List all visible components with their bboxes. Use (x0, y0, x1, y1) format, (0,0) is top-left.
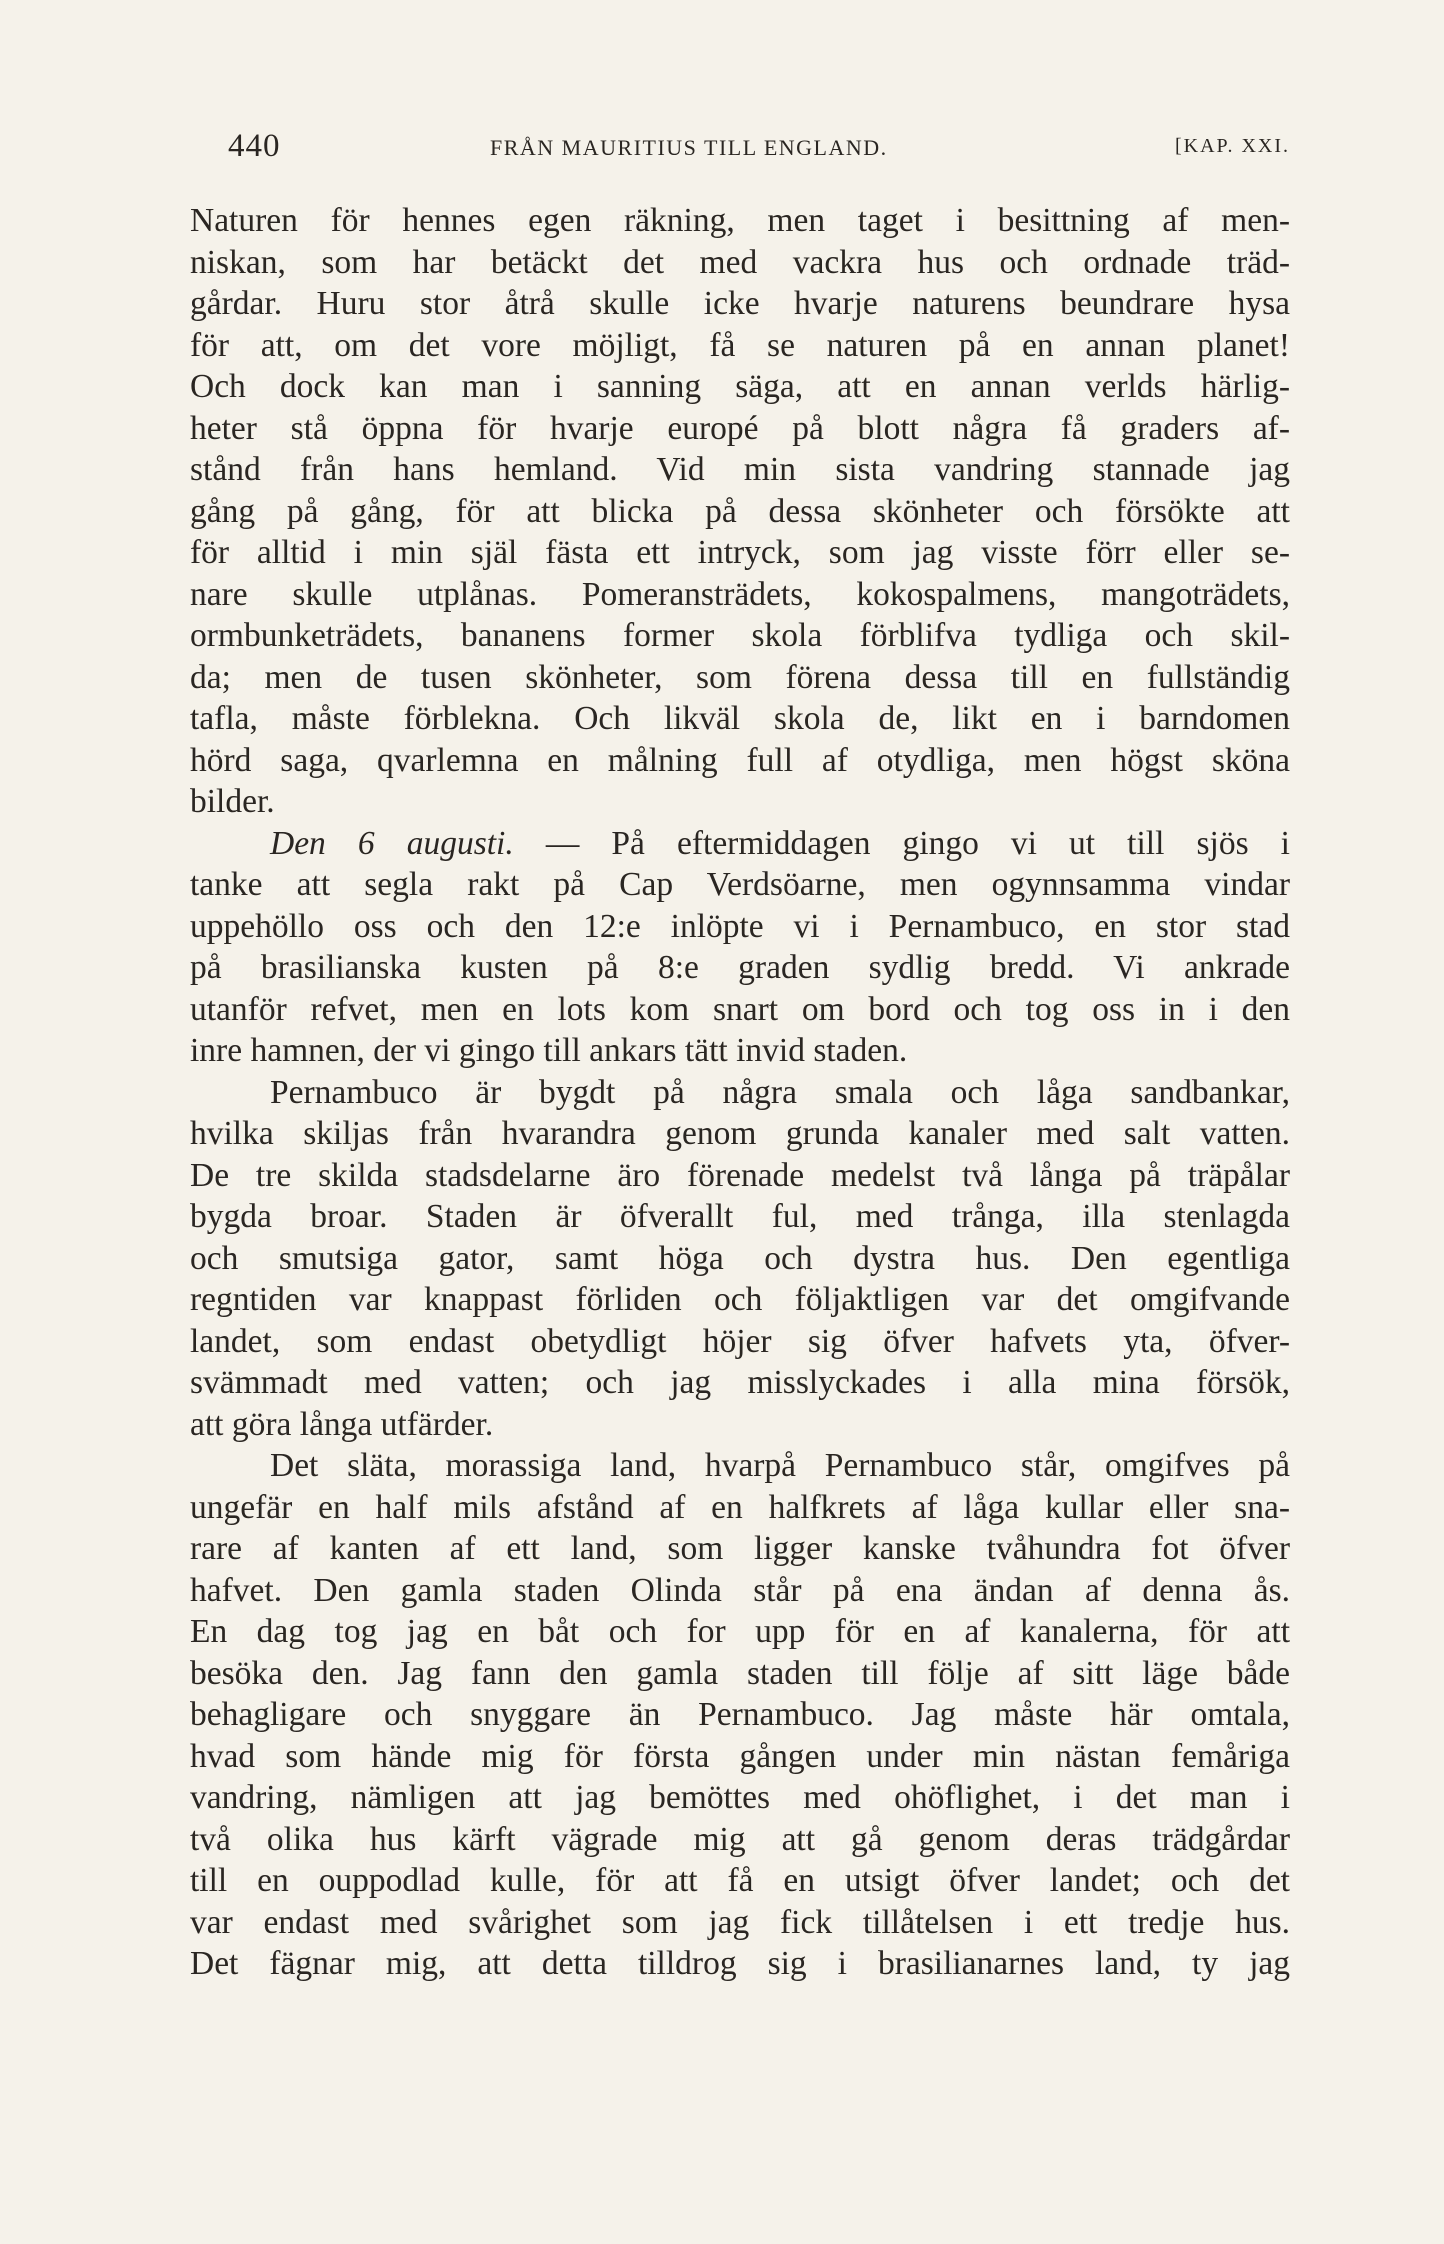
text-line: Naturen för hennes egen räkning, men taget i besittning af men- (190, 202, 1290, 239)
running-head (190, 128, 1290, 168)
text-line: för alltid i min själ fästa ett intryck, som jag visste förr eller se- (190, 534, 1290, 571)
text-line: De tre skilda stadsdelarne äro förenade medelst två långa på träpålar (190, 1156, 1290, 1194)
text-line: heter stå öppna för hvarje europé på blott några få graders af- (190, 409, 1290, 447)
text-line: ungefär en half mils afstånd af en halfkrets af låga kullar eller sna- (190, 1488, 1290, 1526)
text-line: besöka den. Jag fann den gamla staden till följe af sitt läge både (190, 1654, 1290, 1692)
text-line: Pernambuco är bygdt på några smala och låga sandbankar, (270, 1073, 1290, 1111)
text-line: stånd från hans hemland. Vid min sista vandring stannade jag (190, 451, 1290, 488)
text-line: tafla, måste förblekna. Och likväl skola de, likt en i barndomen (190, 700, 1290, 737)
text-line: till en ouppodlad kulle, för att få en utsigt öfver landet; och det (190, 1862, 1290, 1899)
text-line: svämmadt med vatten; och jag misslyckades i alla mina försök, (190, 1364, 1290, 1401)
text-line: att göra långa utfärder. (190, 1405, 494, 1443)
text-line: uppehöllo oss och den 12:e inlöpte vi i Pernambuco, en stor stad (190, 907, 1290, 945)
text-line: da; men de tusen skönheter, som förena dessa till en fullständig (190, 658, 1290, 696)
text-line: och smutsiga gator, samt höga och dystra hus. Den egentliga (190, 1239, 1290, 1277)
text-line: Och dock kan man i sanning säga, att en annan verlds härlig- (190, 368, 1290, 405)
text-line: En dag tog jag en båt och for upp för en af kanalerna, för att (190, 1613, 1290, 1650)
text-line: rare af kanten af ett land, som ligger kanske tvåhundra fot öfver (190, 1530, 1290, 1567)
text-line: bygda broar. Staden är öfverallt ful, med trånga, illa stenlagda (190, 1198, 1290, 1235)
text-line: landet, som endast obetydligt höjer sig öfver hafvets yta, öfver- (190, 1322, 1290, 1360)
text-line: utanför refvet, men en lots kom snart om bord och tog oss in i den (190, 990, 1290, 1028)
text-line: behagligare och snyggare än Pernambuco. Jag måste här omtala, (190, 1696, 1290, 1733)
text-line: gång på gång, för att blicka på dessa skönheter och försökte att (190, 492, 1290, 530)
text-line: gårdar. Huru stor åtrå skulle icke hvarje naturens beundrare hysa (190, 285, 1290, 322)
text-line: inre hamnen, der vi gingo till ankars tätt invid staden. (190, 1032, 908, 1069)
text-line: tanke att segla rakt på Cap Verdsöarne, men ogynnsamma vindar (190, 866, 1290, 903)
text-line: regntiden var knappast förliden och följaktligen var det omgifvande (190, 1281, 1290, 1318)
running-title: FRÅN MAURITIUS TILL ENGLAND. (490, 135, 888, 160)
text-line: två olika hus kärft vägrade mig att gå genom deras trädgårdar (190, 1820, 1290, 1858)
text-line: nare skulle utplånas. Pomeransträdets, kokospalmens, mangoträdets, (190, 575, 1290, 613)
text-line: niskan, som har betäckt det med vackra hus och ordnade träd- (190, 243, 1290, 281)
text-line: hörd saga, qvarlemna en målning full af otydliga, men högst sköna (190, 741, 1290, 779)
text-line: för att, om det vore möjligt, få se naturen på en annan planet! (190, 326, 1290, 364)
text-line: vandring, nämligen att jag bemöttes med ohöflighet, i det man i (190, 1779, 1290, 1816)
text-line-dated (190, 823, 1290, 865)
date-heading: Den 6 augusti. (270, 824, 514, 862)
dated-line-text: — På eftermiddagen gingo vi ut till sjös i (545, 824, 1290, 862)
body-text (190, 200, 1290, 1985)
text-line: Det släta, morassiga land, hvarpå Pernambuco står, omgifves på (270, 1447, 1290, 1484)
text-line: hafvet. Den gamla staden Olinda står på ena ändan af denna ås. (190, 1571, 1290, 1609)
text-line: bilder. (190, 783, 275, 820)
text-line: hvilka skiljas från hvarandra genom grunda kanaler med salt vatten. (190, 1115, 1290, 1152)
text-line: ormbunketrädets, bananens former skola förblifva tydliga och skil- (190, 617, 1290, 654)
text-line: var endast med svårighet som jag fick tillåtelsen i ett tredje hus. (190, 1903, 1290, 1941)
text-line: hvad som hände mig för första gången under min nästan femåriga (190, 1737, 1290, 1775)
chapter-reference: [KAP. XXI. (1175, 135, 1290, 157)
text-line: på brasilianska kusten på 8:e graden sydlig bredd. Vi ankrade (190, 949, 1290, 986)
text-line: Det fägnar mig, att detta tilldrog sig i brasilianarnes land, ty jag (190, 1945, 1290, 1982)
page-number: 440 (228, 128, 281, 164)
